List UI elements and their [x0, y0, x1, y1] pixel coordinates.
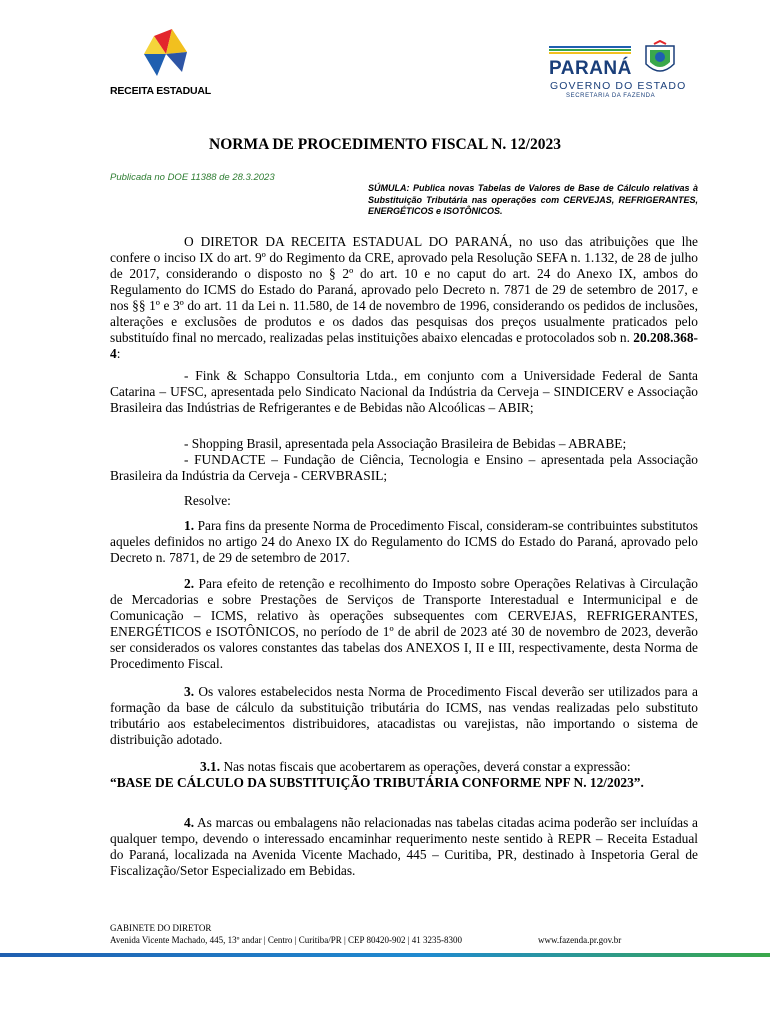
article-3-1 [110, 759, 698, 791]
institution-item-3 [110, 452, 698, 484]
resolve-line [110, 493, 698, 509]
article-3-text: Os valores estabelecidos nesta Norma de Procedimento Fiscal deverão ser utilizados para a formação da base de cálculo da substituição tributária do ICMS, nas vendas realizadas pelo substituto tributário aos estabelecimentos distribuidores, atacadistas ou varejistas, não importando o sistema de distribuição adotado. [110, 684, 698, 747]
intro-paragraph [110, 234, 698, 362]
institution-item-1 [110, 368, 698, 416]
footer-address: Avenida Vicente Machado, 445, 13º andar | Centro | Curitiba/PR | CEP 80420-902 | 41 3235-8300 [110, 935, 462, 945]
article-4-number: 4. [184, 815, 195, 830]
secretaria-label: SECRETARIA DA FAZENDA [566, 93, 656, 99]
footer-color-bar [0, 951, 770, 959]
parana-stripes [549, 46, 631, 54]
institution-item-2-text: - Shopping Brasil, apresentada pela Associação Brasileira de Bebidas – ABRABE; [184, 436, 627, 451]
publication-note: Publicada no DOE 11388 de 28.3.2023 [110, 172, 275, 183]
article-3-1-quote: “BASE DE CÁLCULO DA SUBSTITUIÇÃO TRIBUTÁRIA CONFORME NPF N. 12/2023”. [110, 775, 644, 790]
governo-label: GOVERNO DO ESTADO [550, 80, 687, 92]
article-2 [110, 576, 698, 672]
article-1-text: Para fins da presente Norma de Procedimento Fiscal, consideram-se contribuintes substitutos aqueles definidos no artigo 24 do Anexo IX do Regulamento do ICMS do Estado do Paraná, aprovado pelo Decreto n. 7871, de 29 de setembro de 2017. [110, 518, 698, 565]
article-3 [110, 684, 698, 748]
article-3-1-text: Nas notas fiscais que acobertarem as operações, deverá constar a expressão: [220, 759, 631, 774]
article-2-text: Para efeito de retenção e recolhimento do Imposto sobre Operações Relativas à Circulação de Mercadorias e sobre Prestações de Serviços de Transporte Interestadual e Intermunicipal e de Comunicação – ICMS, relativo às operações subsequentes com CERVEJAS, REFRIGERANTES, ENERGÉTICOS e ISOTÔNICOS, no período de 1º de abril de 2023 até 30 de novembro de 2023, deverão ser considerados os valores constantes das tabelas dos ANEXOS I, II e III, respectivamente, desta Norma de Procedimento Fiscal. [110, 576, 698, 671]
institution-item-2 [110, 436, 698, 452]
institution-item-1-text: - Fink & Schappo Consultoria Ltda., em conjunto com a Universidade Federal de Santa Catarina – UFSC, apresentada pelo Sindicato Nacional da Indústria da Cerveja – SINDICERV e Associação Brasileira das Indústrias de Refrigerantes e de Bebidas não Alcoólicas – ABIR; [110, 368, 698, 415]
protocol-number: 20.208.368-4 [110, 330, 698, 361]
footer-office: GABINETE DO DIRETOR [110, 923, 212, 933]
document-title: NORMA DE PROCEDIMENTO FISCAL N. 12/2023 [209, 136, 561, 153]
article-4 [110, 815, 698, 879]
article-2-number: 2. [184, 576, 195, 591]
receita-estadual-label: RECEITA ESTADUAL [110, 85, 212, 97]
intro-text: O DIRETOR DA RECEITA ESTADUAL DO PARANÁ, no uso das atribuições que lhe confere o inciso IX do art. 9º do Regimento da CRE, aprovado pela Resolução SEFA n. 1.132, de 28 de julho de 2017, considerando o disposto no § 2º do art. 10 e no caput do art. 24 do Anexo IX, ambos do Regulamento do ICMS do Estado do Paraná, aprovado pelo Decreto n. 7871 de 29 de setembro de 2017, e nos §§ 1º e 3º do art. 11 da Lei n. 11.580, de 14 de novembro de 1996, considerando os pedidos de inclusões, alterações e exclusões de produtos e os dados das pesquisas dos preços usualmente praticados pelo substituído final no mercado, realizadas pelas instituições abaixo elencadas e protocolados sob n. [110, 234, 698, 345]
resolve-text: Resolve: [184, 493, 231, 508]
article-3-1-number: 3.1. [200, 759, 221, 774]
parana-crest-icon [640, 40, 680, 80]
article-1 [110, 518, 698, 566]
intro-end: : [116, 346, 121, 361]
institution-item-3-text: - FUNDACTE – Fundação de Ciência, Tecnologia e Ensino – apresentada pela Associação Brasileira da Indústria da Cerveja - CERVBRASIL; [110, 452, 698, 483]
article-1-number: 1. [184, 518, 195, 533]
article-4-text: As marcas ou embalagens não relacionadas nas tabelas citadas acima poderão ser incluídas a qualquer tempo, devendo o interessado encaminhar requerimento neste sentido à REPR – Receita Estadual do Paraná, localizada na Avenida Vicente Machado, 445 – Curitiba, PR, destinado à Inspetoria Geral de Fiscalização/Setor Especializado em Bebidas. [110, 815, 698, 878]
sumula-text: SÚMULA: Publica novas Tabelas de Valores de Base de Cálculo relativas à Substituição Tributária nas operações com CERVEJAS, REFRIGERANTES, ENERGÉTICOS e ISOTÔNICOS. [368, 183, 698, 216]
parana-label: PARANÁ [549, 58, 632, 79]
footer-url[interactable]: www.fazenda.pr.gov.br [538, 935, 622, 945]
article-3-number: 3. [184, 684, 195, 699]
receita-estadual-logo [132, 24, 212, 84]
